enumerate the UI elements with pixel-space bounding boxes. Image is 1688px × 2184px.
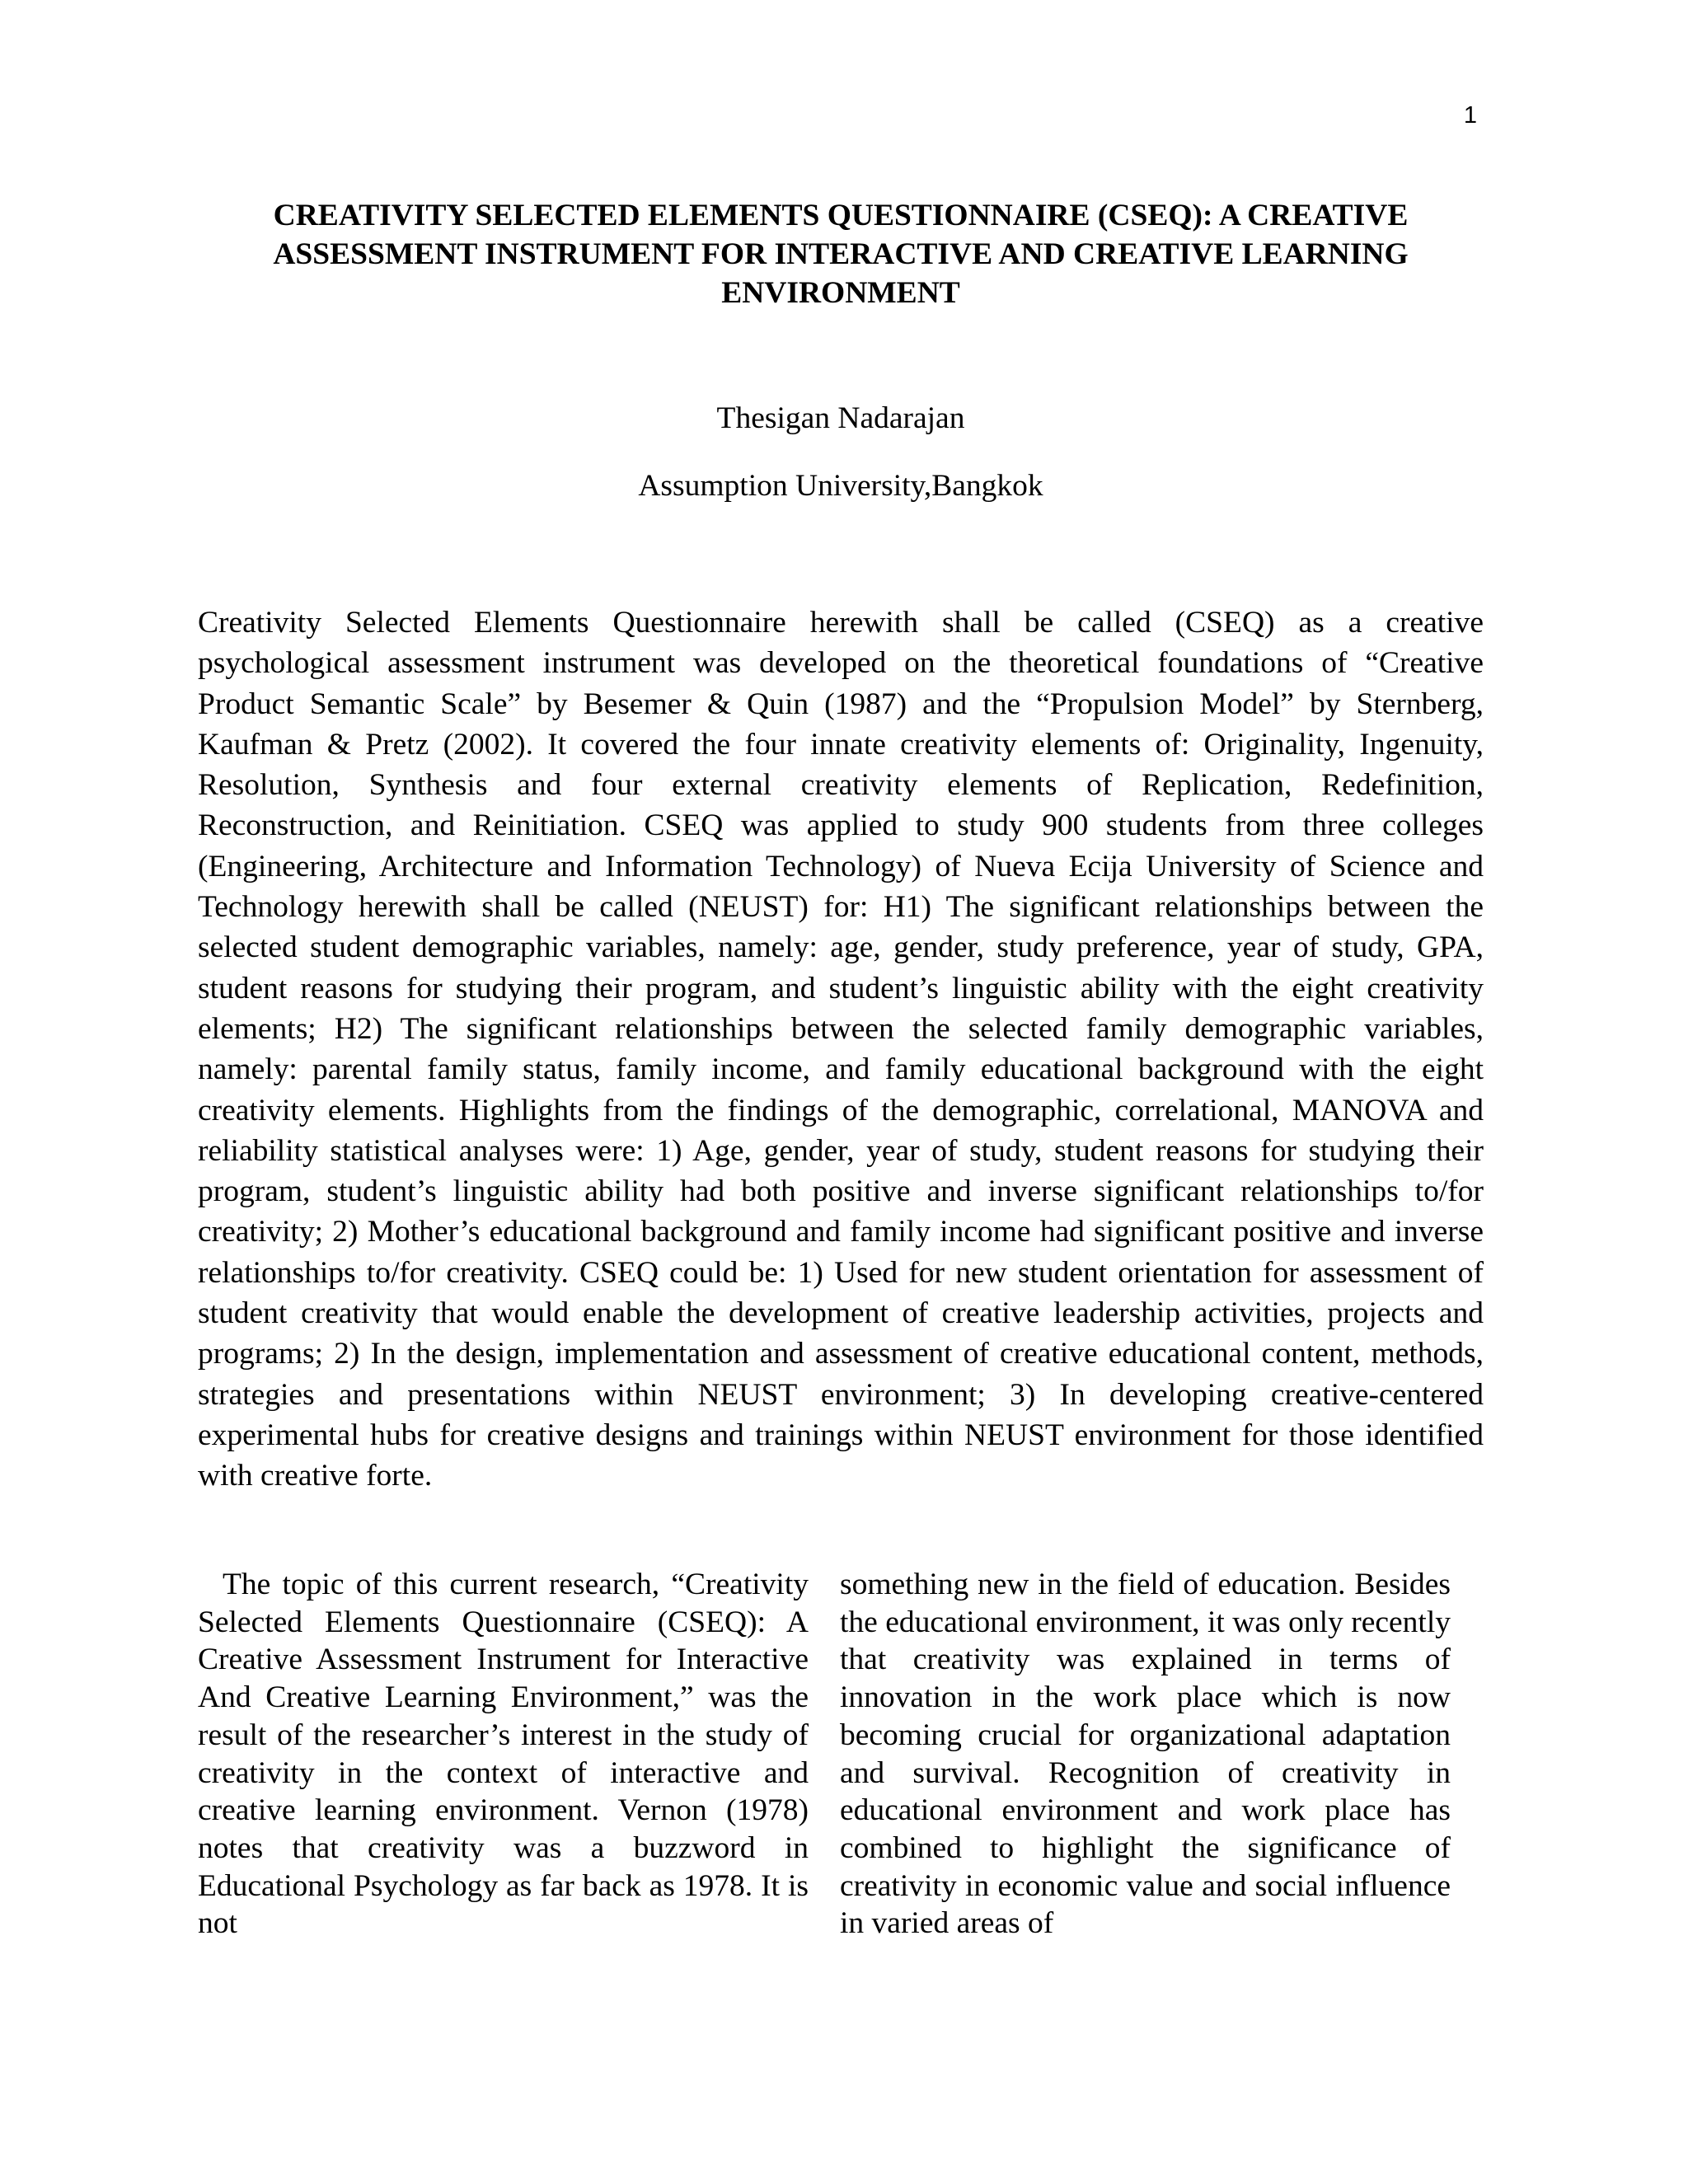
author-affiliation: Assumption University,Bangkok	[638, 469, 1043, 503]
abstract-paragraph: Creativity Selected Elements Questionnaire herewith shall be called (CSEQ) as a creative psychological assessment instrument was developed on the theoretical foundations of “Creative Product Semantic Scale” by Besemer & Quin (1987) and the “Propulsion Model” by Sternberg, Kaufman & Pretz (2002). It covered the four innate creativity elements of: Originality, Ingenuity, Resolution, Synthesis and four external creativity elements of Replication, Redefinition, Reconstruction, and Reinitiation. CSEQ was applied to study 900 students from three colleges (Engineering, Architecture and Information Technology) of Nueva Ecija University of Science and Technology herewith shall be called (NEUST) for: H1) The significant relationships between the selected student demographic variables, namely: age, gender, study preference, year of study, GPA, student reasons for studying their program, and student’s linguistic ability with the eight creativity elements; H2) The significant relationships between the selected family demographic variables, namely: parental family status, family income, and family educational background with the eight creativity elements. Highlights from the findings of the demographic, correlational, MANOVA and reliability statistical analyses were: 1) Age, gender, year of study, student reasons for studying their program, student’s linguistic ability had both positive and inverse significant relationships to/for creativity; 2) Mother’s educational background and family income had significant positive and inverse relationships to/for creativity. CSEQ could be: 1) Used for new student orientation for assessment of student creativity that would enable the development of creative leadership activities, projects and programs; 2) In the design, implementation and assessment of creative educational content, methods, strategies and presentations within NEUST environment; 3) In developing creative-centered experimental hubs for creative designs and trainings within NEUST environment for those identified with creative forte.	[198, 606, 1484, 1493]
body-right-column: something new in the field of education. Besides the educational environment, it was only recently that creativity was explained in terms of innovation in the work place which is now becoming crucial for organizational adaptation and survival. Recognition of creativity in educational environment and work place has combined to highlight the significance of creativity in economic value and social influence in varied areas of	[840, 1568, 1451, 1941]
page-number: 1	[1463, 102, 1477, 129]
author-name: Thesigan Nadarajan	[716, 401, 965, 435]
body-left-column: The topic of this current research, “Creativity Selected Elements Questionnaire (CSEQ): A Creative Assessment Instrument for Interactive And Creative Learning Environment,” was the result of the researcher’s interest in the study of creativity in the context of interactive and creative learning environment. Vernon (1978) notes that creativity was a buzzword in Educational Psychology as far back as 1978. It is not	[198, 1568, 809, 1941]
paper-title: CREATIVITY SELECTED ELEMENTS QUESTIONNAIRE (CSEQ): A CREATIVE ASSESSMENT INSTRUMENT FOR INTERACTIVE AND CREATIVE LEARNING ENVIRONMENT	[273, 199, 1409, 310]
